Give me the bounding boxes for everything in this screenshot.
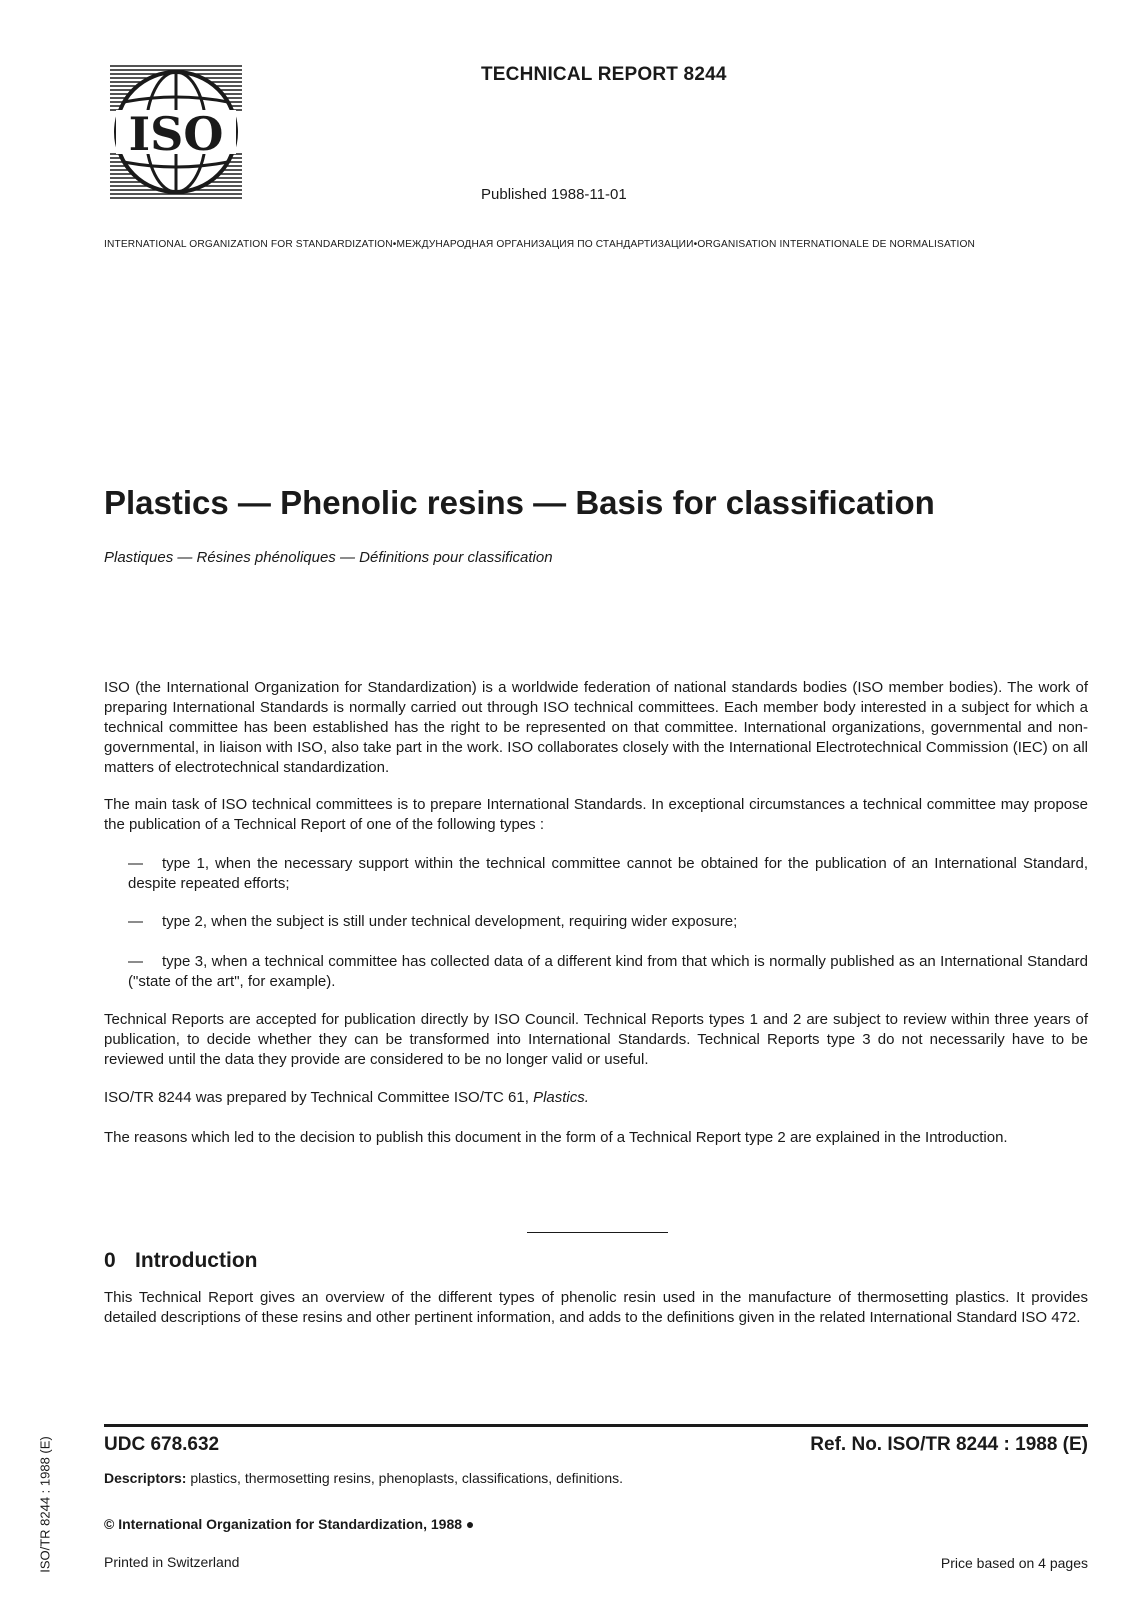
list-item-text: type 3, when a technical committee has collected data of a different kind from that which is normally published as an International Standard ("state of the art", for example). bbox=[128, 953, 1088, 990]
introduction-text: This Technical Report gives an overview of the different types of phenolic resin used in the manufacture of thermosetting plastics. It provides detailed descriptions of these resins and other pertinent information, and adds to the definitions given in the related International Standard ISO 472. bbox=[104, 1289, 1088, 1326]
introduction-number: 0 bbox=[104, 1249, 116, 1272]
list-item-type-2 bbox=[104, 912, 1088, 932]
section-divider bbox=[527, 1232, 668, 1233]
report-title: TECHNICAL REPORT 8244 bbox=[481, 64, 727, 85]
list-item-type-1 bbox=[104, 854, 1088, 894]
descriptors-label: Descriptors: bbox=[104, 1470, 187, 1486]
foreword-paragraph-5: The reasons which led to the decision to publish this document in the form of a Technical Report type 2 are explained in the Introduction. bbox=[104, 1129, 1008, 1146]
descriptors-list: plastics, thermosetting resins, phenoplasts, classifications, definitions. bbox=[186, 1470, 624, 1486]
foreword-paragraph-4 bbox=[104, 1088, 1088, 1108]
copyright: © International Organization for Standardization, 1988 ● bbox=[104, 1516, 475, 1532]
iso-logo-text: ISO bbox=[128, 107, 224, 161]
descriptors bbox=[104, 1470, 623, 1486]
foreword-paragraph-2: The main task of ISO technical committees is to prepare International Standards. In exceptional circumstances a technical committee may propose the publication of a Technical Report of one of the following types : bbox=[104, 796, 1088, 833]
iso-logo bbox=[110, 64, 242, 201]
introduction-heading: Introduction bbox=[135, 1249, 258, 1272]
list-item-text: type 2, when the subject is still under technical development, requiring wider exposure; bbox=[162, 913, 738, 930]
foreword-paragraph-3: Technical Reports are accepted for publication directly by ISO Council. Technical Reports types 1 and 2 are subject to review within three years of publication, to decide whether they can be transformed into International Standards. Technical Reports type 3 do not necessarily have to be reviewed until the data they provide are considered to be no longer valid or useful. bbox=[104, 1011, 1088, 1068]
committee-name: Plastics. bbox=[533, 1089, 589, 1106]
french-title: Plastiques — Résines phénoliques — Définitions pour classification bbox=[104, 549, 553, 566]
list-dash: — bbox=[128, 913, 143, 930]
printed-in: Printed in Switzerland bbox=[104, 1554, 240, 1570]
footer-rule bbox=[104, 1424, 1088, 1427]
list-dash: — bbox=[128, 855, 143, 872]
list-item-text: type 1, when the necessary support within the technical committee cannot be obtained for the publication of an International Standard, despite repeated efforts; bbox=[128, 855, 1088, 892]
list-dash: — bbox=[128, 953, 143, 970]
document-title: Plastics — Phenolic resins — Basis for classification bbox=[104, 484, 935, 521]
published-date: Published 1988-11-01 bbox=[481, 186, 627, 203]
reference-number: Ref. No. ISO/TR 8244 : 1988 (E) bbox=[810, 1434, 1088, 1455]
price-note: Price based on 4 pages bbox=[940, 1555, 1088, 1571]
prepared-by-text: ISO/TR 8244 was prepared by Technical Committee ISO/TC 61, bbox=[104, 1089, 534, 1106]
side-reference: ISO/TR 8244 : 1988 (E) bbox=[37, 1436, 53, 1573]
list-item-type-3 bbox=[104, 952, 1088, 992]
udc-number: UDC 678.632 bbox=[104, 1434, 220, 1455]
foreword-paragraph-1: ISO (the International Organization for Standardization) is a worldwide federation of national standards bodies (ISO member bodies). The work of preparing International Standards is normally carried out through ISO technical committees. Each member body interested in a subject for which a technical committee has been established has the right to be represented on that committee. International organizations, governmental and non-governmental, in liaison with ISO, also take part in the work. ISO collaborates closely with the International Electrotechnical Commission (IEC) on all matters of electrotechnical standardization. bbox=[104, 679, 1088, 776]
organization-line: INTERNATIONAL ORGANIZATION FOR STANDARDIZATION•МЕЖДУНАРОДНАЯ ОРГАНИЗАЦИЯ ПО СТАНДАРТИЗАЦИИ•ORGANISATION INTERNATIONALE DE NORMALISATION bbox=[104, 239, 976, 250]
